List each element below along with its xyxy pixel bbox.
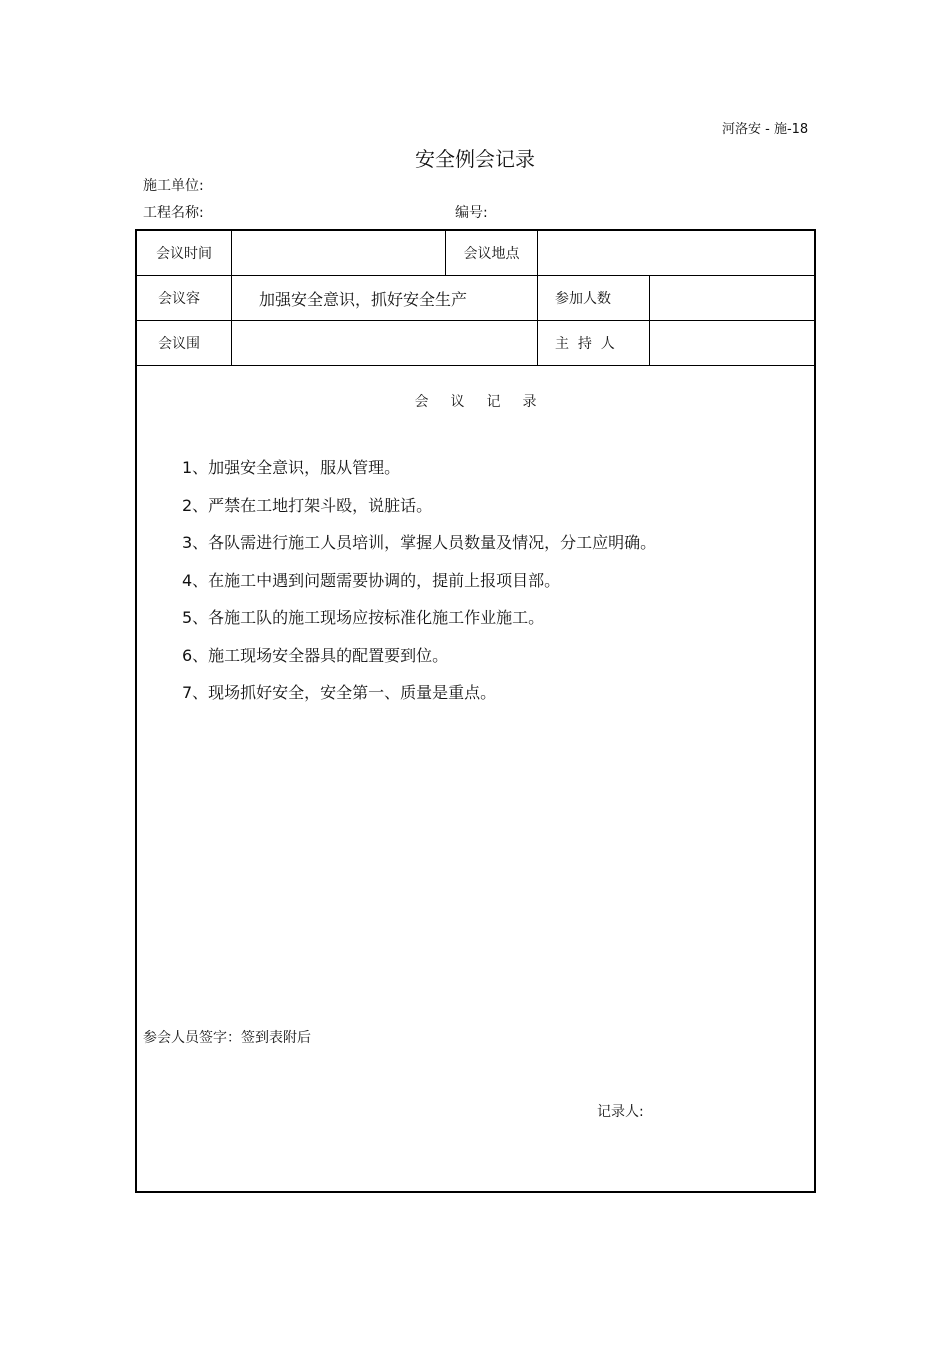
- list-item: 1、加强安全意识，服从管理。: [182, 458, 401, 477]
- list-item: 4、在施工中遇到问题需要协调的，提前上报项目部。: [182, 570, 561, 590]
- document-title: 安全例会记录: [415, 147, 535, 171]
- record-items-list: [182, 449, 656, 712]
- list-item: 2、严禁在工地打架斗殴，说脏话。: [182, 495, 433, 515]
- meeting-content-label: 会议容: [158, 291, 200, 307]
- meeting-time-label: 会议时间: [156, 246, 212, 262]
- meeting-record-table: [135, 229, 816, 1193]
- records-section-title: 会议记录: [414, 394, 559, 410]
- form-code: 河洛安 - 施-18: [722, 122, 809, 137]
- meeting-time-field[interactable]: [232, 231, 445, 275]
- meeting-place-field[interactable]: [538, 231, 814, 275]
- project-name-label: 工程名称:: [143, 205, 204, 221]
- meeting-scope-field[interactable]: [232, 321, 537, 365]
- meeting-content-field[interactable]: 加强安全意识，抓好安全生产: [259, 289, 468, 309]
- host-field[interactable]: [650, 321, 814, 365]
- list-item: 7、现场抓好安全，安全第一、质量是重点。: [182, 683, 497, 702]
- attendee-count-label: 参加人数: [555, 291, 611, 307]
- meeting-scope-label: 会议围: [158, 336, 200, 352]
- meeting-place-label: 会议地点: [463, 246, 520, 262]
- host-label: 主 持 人: [555, 336, 615, 352]
- row-divider: [137, 365, 814, 366]
- list-item: 5、各施工队的施工现场应按标准化施工作业施工。: [182, 608, 545, 627]
- attendee-signature-note: 参会人员签字：签到表附后: [143, 1030, 311, 1046]
- number-label: 编号:: [455, 205, 488, 221]
- recorder-label: 记录人:: [597, 1104, 644, 1120]
- list-item: 3、各队需进行施工人员培训，掌握人员数量及情况，分工应明确。: [182, 533, 657, 552]
- attendee-count-field[interactable]: [650, 276, 814, 320]
- list-item: 6、施工现场安全器具的配置要到位。: [182, 645, 449, 665]
- construction-unit-label: 施工单位:: [143, 178, 204, 194]
